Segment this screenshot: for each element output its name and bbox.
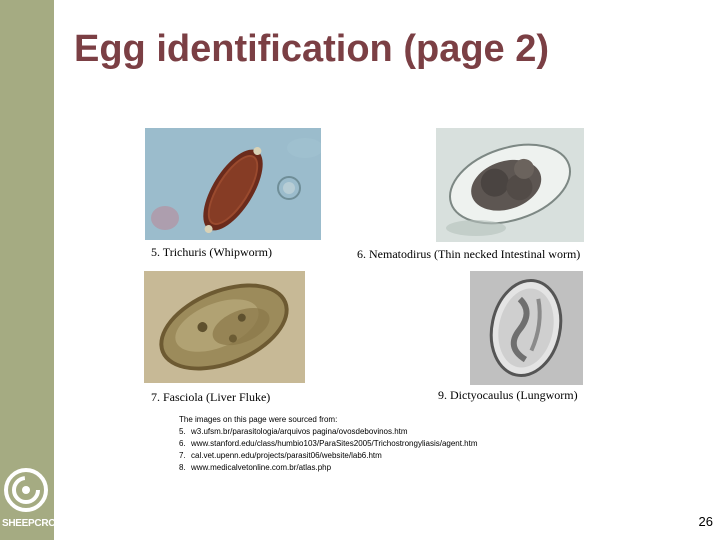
image-sources — [179, 414, 478, 474]
source-item: 5. w3.ufsm.br/parasitologia/arquivos pagina/ovosdebovinos.htm — [179, 427, 408, 436]
logo-text: SHEEPCRC — [2, 518, 56, 529]
logo-swirl-icon — [0, 462, 54, 518]
source-url[interactable]: www.medicalvetonline.com.br/atlas.php — [191, 463, 332, 472]
source-url[interactable]: www.stanford.edu/class/humbio103/ParaSites2005/Trichostrongyliasis/agent.htm — [191, 439, 478, 448]
source-item: 6. www.stanford.edu/class/humbio103/ParaSites2005/Trichostrongyliasis/agent.htm — [179, 439, 478, 448]
page-title: Egg identification (page 2) — [74, 28, 550, 70]
dictyocaulus-egg-image — [470, 271, 583, 385]
source-url[interactable]: w3.ufsm.br/parasitologia/arquivos pagina/ovosdebovinos.htm — [191, 427, 408, 436]
source-item: 8. www.medicalvetonline.com.br/atlas.php — [179, 463, 332, 472]
caption-trichuris: 5. Trichuris (Whipworm) — [151, 245, 272, 259]
sources-heading: The images on this page were sourced from: — [179, 415, 338, 424]
nematodirus-egg-image — [436, 128, 584, 242]
caption-dictyocaulus: 9. Dictyocaulus (Lungworm) — [438, 388, 578, 402]
page-number: 26 — [698, 514, 713, 529]
fasciola-egg-image — [144, 271, 305, 383]
source-item: 7. cal.vet.upenn.edu/projects/parasit06/website/lab6.htm — [179, 451, 382, 460]
caption-fasciola: 7. Fasciola (Liver Fluke) — [151, 390, 271, 404]
trichuris-egg-image — [145, 128, 321, 240]
source-url[interactable]: cal.vet.upenn.edu/projects/parasit06/website/lab6.htm — [191, 451, 382, 460]
sidebar-band — [0, 0, 54, 540]
caption-nematodirus: 6. Nematodirus (Thin necked Intestinal worm) — [357, 247, 581, 261]
